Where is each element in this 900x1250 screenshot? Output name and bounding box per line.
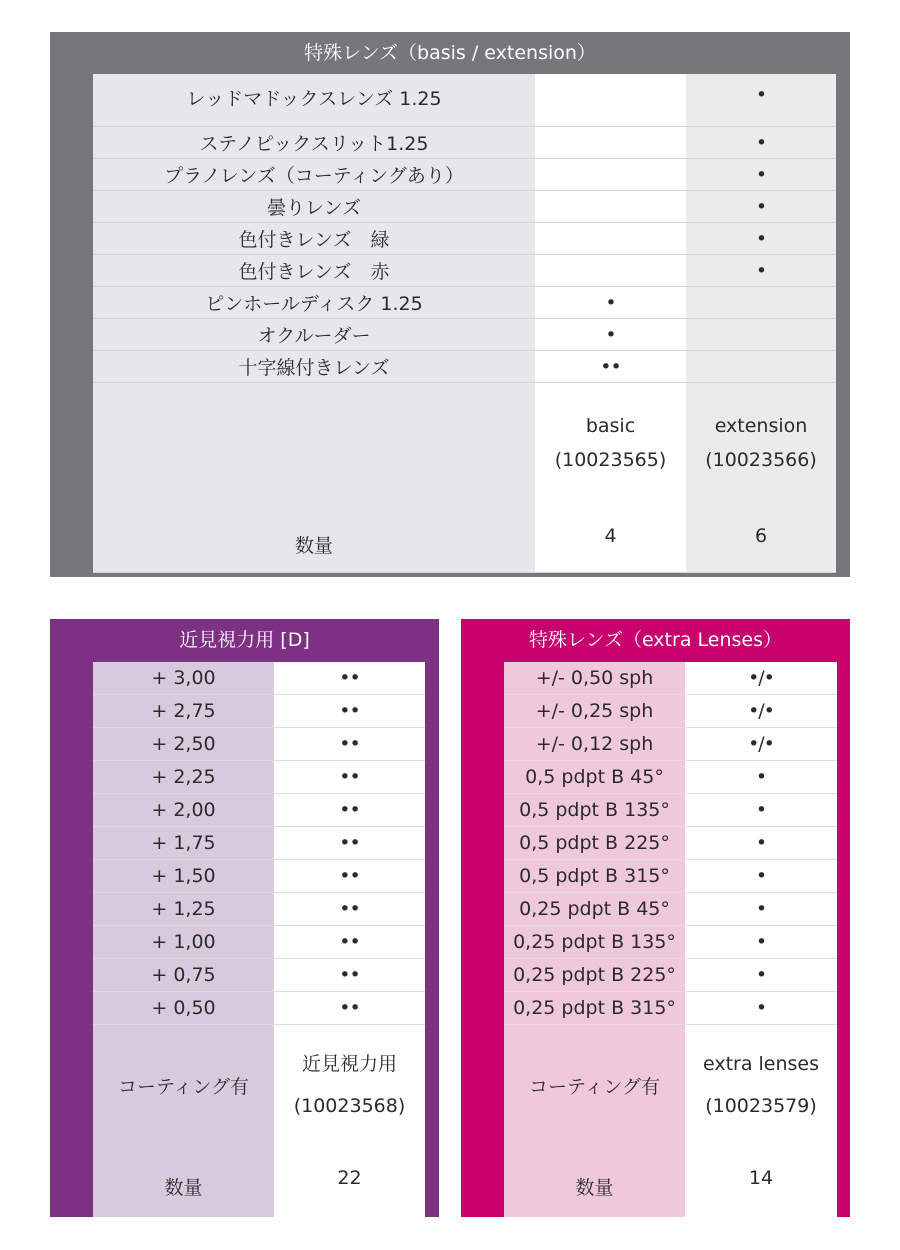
quantity-mark: •/• [685,695,837,728]
basic-mark [535,74,686,127]
basic-mark [535,255,686,287]
quantity-label: 数量 [504,1145,685,1217]
lens-name: プラノレンズ（コーティングあり） [93,159,535,191]
table-title: 特殊レンズ（extra Lenses） [529,629,782,651]
quantity-mark: •• [274,662,425,695]
kit-cell [274,1025,425,1145]
basic-mark: • [535,287,686,319]
extra-lenses-table [461,619,850,1217]
diopter-value: + 1,50 [93,860,274,893]
kit-cell [685,1025,837,1145]
extension-mark: • [686,74,836,127]
basic-kit-cell [535,383,686,503]
table-body [504,662,837,1217]
quantity-mark: •• [274,959,425,992]
diopter-value: + 2,75 [93,695,274,728]
extension-kit-cell [686,383,836,503]
basic-mark [535,159,686,191]
lens-name: ピンホールディスク 1.25 [93,287,535,319]
diopter-value: + 1,00 [93,926,274,959]
quantity-mark: • [685,761,837,794]
extension-mark [686,351,836,383]
quantity-mark: •• [274,992,425,1025]
lens-value: 0,5 pdpt B 315° [504,860,685,893]
diopter-value: + 2,50 [93,728,274,761]
extension-mark [686,319,836,351]
quantity-mark: •/• [685,728,837,761]
basic-mark: • [535,319,686,351]
lens-name: ステノピックスリット1.25 [93,127,535,159]
basic-mark [535,223,686,255]
coating-label: コーティング有 [93,1025,274,1145]
lens-name: オクルーダー [93,319,535,351]
lens-name: 色付きレンズ 赤 [93,255,535,287]
diopter-value: + 2,25 [93,761,274,794]
quantity-mark: • [685,926,837,959]
table-title: 近見視力用 [D] [179,629,310,651]
extension-mark [686,287,836,319]
diopter-value: + 0,50 [93,992,274,1025]
quantity-mark: •• [274,893,425,926]
basic-mark [535,127,686,159]
lens-value: 0,25 pdpt B 135° [504,926,685,959]
table-title: 特殊レンズ（basis / extension） [304,42,596,64]
kit-name: 近見視力用 [301,1053,397,1075]
quantity-mark: • [685,992,837,1025]
extension-mark: • [686,127,836,159]
lens-name: 曇りレンズ [93,191,535,223]
quantity-mark: •/• [685,662,837,695]
diopter-value: + 1,75 [93,827,274,860]
basic-mark [535,191,686,223]
quantity-label: 数量 [93,503,535,573]
lens-name: 十字線付きレンズ [93,351,535,383]
basic-kit-code: (10023565) [554,449,667,471]
quantity-mark: •• [274,926,425,959]
extension-kit-name: extension [714,415,808,437]
extension-mark: • [686,223,836,255]
quantity-mark: • [685,959,837,992]
quantity-mark: • [685,893,837,926]
special-lenses-basis-extension-table [50,32,850,577]
kit-label-cell [93,383,535,503]
quantity-value: 22 [274,1145,425,1217]
lens-value: 0,25 pdpt B 45° [504,893,685,926]
diopter-value: + 0,75 [93,959,274,992]
diopter-value: + 2,00 [93,794,274,827]
lens-value: +/- 0,50 sph [504,662,685,695]
basic-kit-name: basic [585,415,636,437]
lens-value: 0,25 pdpt B 225° [504,959,685,992]
quantity-mark: •• [274,728,425,761]
kit-name: extra lenses [702,1053,820,1075]
lens-value: +/- 0,12 sph [504,728,685,761]
extension-quantity: 6 [686,503,836,573]
lens-value: 0,25 pdpt B 315° [504,992,685,1025]
lens-value: 0,5 pdpt B 135° [504,794,685,827]
basic-mark: •• [535,351,686,383]
near-vision-lenses-table [50,619,439,1217]
coating-label: コーティング有 [504,1025,685,1145]
extension-mark: • [686,159,836,191]
quantity-mark: •• [274,827,425,860]
lens-value: 0,5 pdpt B 225° [504,827,685,860]
quantity-mark: •• [274,794,425,827]
quantity-mark: •• [274,695,425,728]
quantity-label: 数量 [93,1145,274,1217]
quantity-mark: •• [274,761,425,794]
quantity-mark: • [685,827,837,860]
lens-name: レッドマドックスレンズ 1.25 [93,74,535,127]
table-body [93,662,425,1217]
diopter-value: + 3,00 [93,662,274,695]
extension-kit-code: (10023566) [705,449,817,471]
kit-code: (10023579) [705,1095,817,1117]
diopter-value: + 1,25 [93,893,274,926]
extension-mark: • [686,255,836,287]
basic-quantity: 4 [535,503,686,573]
quantity-value: 14 [685,1145,837,1217]
quantity-mark: • [685,860,837,893]
kit-code: (10023568) [293,1095,406,1117]
quantity-mark: •• [274,860,425,893]
quantity-mark: • [685,794,837,827]
extension-mark: • [686,191,836,223]
lens-value: +/- 0,25 sph [504,695,685,728]
lens-value: 0,5 pdpt B 45° [504,761,685,794]
table-body [93,74,836,577]
lens-name: 色付きレンズ 緑 [93,223,535,255]
